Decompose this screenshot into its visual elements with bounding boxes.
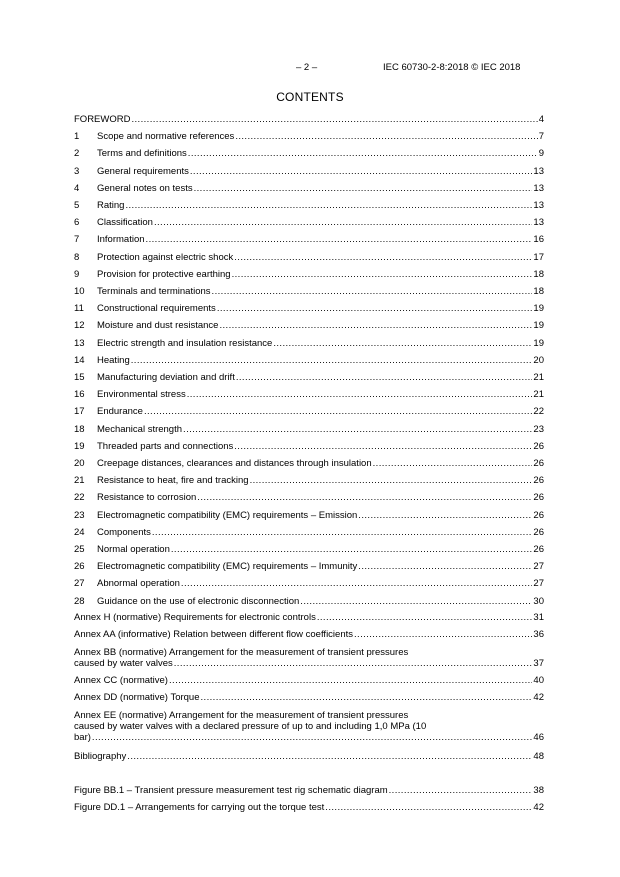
toc-entry-page: 13	[533, 182, 544, 194]
dot-leader	[190, 166, 533, 177]
toc-entry-title: Figure DD.1 – Arrangements for carrying out the torque test	[74, 802, 325, 813]
toc-entry-page: 23	[533, 423, 544, 435]
toc-entry-title: Threaded parts and connections	[97, 440, 234, 452]
toc-entry	[74, 252, 544, 263]
toc-entry	[74, 424, 544, 435]
toc-entry-page: 36	[533, 629, 544, 640]
toc-entry-title: Abnormal operation	[97, 578, 180, 590]
toc-entry-page: 48	[533, 751, 544, 762]
toc-entry-page: 38	[533, 785, 544, 796]
dot-leader	[92, 732, 533, 743]
toc-entry-title: Resistance to heat, fire and tracking	[97, 475, 249, 487]
toc-entry-page: 42	[533, 692, 544, 703]
toc-entry	[74, 692, 544, 703]
toc-entry	[74, 561, 544, 572]
toc-entry-page: 30	[533, 595, 544, 607]
dot-leader	[181, 578, 533, 589]
dot-leader	[127, 751, 532, 762]
dot-leader	[146, 234, 533, 245]
page-number: – 2 –	[296, 62, 318, 73]
dot-leader	[131, 114, 537, 125]
toc-entry-page: 4	[538, 114, 544, 125]
toc-entry	[74, 751, 544, 762]
toc-entry-title: Bibliography	[74, 751, 127, 762]
toc-entry	[74, 475, 544, 486]
dot-leader	[219, 320, 532, 331]
toc-entry-title: Annex H (normative) Requirements for electronic controls	[74, 612, 316, 623]
toc-entry-title-line: Annex EE (normative) Arrangement for the measurement of transient pressures	[74, 710, 409, 721]
toc-entry-title-line: Annex BB (normative) Arrangement for the measurement of transient pressures	[74, 647, 409, 658]
toc-annex-entry	[74, 647, 544, 669]
toc-entry	[74, 441, 544, 452]
toc-entry-page: 19	[533, 320, 544, 332]
toc-entry-number: 22	[74, 492, 85, 504]
toc-entry-page: 42	[533, 802, 544, 813]
dot-leader	[174, 658, 533, 669]
dot-leader	[273, 338, 532, 349]
toc-entry-page: 18	[533, 268, 544, 280]
toc-entry	[74, 389, 544, 400]
toc-entry-page: 40	[533, 675, 544, 686]
toc-entry	[74, 802, 544, 813]
toc-entry-title: Scope and normative references	[97, 131, 235, 143]
toc-entry-title: Moisture and dust resistance	[97, 320, 219, 332]
dot-leader	[217, 303, 533, 314]
dot-leader	[358, 561, 532, 572]
toc-entry-title: Terminals and terminations	[97, 286, 211, 297]
toc-entry-page: 13	[533, 165, 544, 177]
toc-entry-page: 46	[533, 732, 544, 743]
toc-entry-page: 26	[533, 475, 544, 487]
toc-entry	[74, 355, 544, 366]
toc-entry	[74, 544, 544, 555]
toc-entry-page: 17	[533, 251, 544, 263]
toc-entry-last-line	[74, 658, 544, 669]
toc-entry	[74, 166, 544, 177]
toc-entry-page: 26	[533, 544, 544, 555]
dot-leader	[236, 372, 533, 383]
dot-leader	[317, 612, 533, 623]
dot-leader	[389, 785, 533, 796]
toc-entry	[74, 372, 544, 383]
toc-entry-page: 20	[533, 354, 544, 366]
toc-entry-title: Classification	[97, 217, 153, 229]
toc-entry-title-line: caused by water valves	[74, 658, 173, 669]
toc-entry-title: General requirements	[97, 165, 189, 177]
toc-entry	[74, 338, 544, 349]
dot-leader	[194, 183, 533, 194]
contents-title: CONTENTS	[276, 90, 344, 104]
dot-leader	[154, 217, 532, 228]
toc-entry-page: 9	[538, 148, 544, 160]
toc-entry	[74, 303, 544, 314]
toc-entry-number: 11	[74, 303, 84, 315]
dot-leader	[171, 544, 533, 555]
toc-entry-title-line: caused by water valves with a declared pressure of up to and including 1,0 MPa (10	[74, 721, 427, 732]
toc-entry-number: 19	[74, 440, 85, 452]
toc-entry-title: FOREWORD	[74, 114, 131, 125]
toc-entry	[74, 578, 544, 589]
dot-leader	[131, 355, 533, 366]
toc-entry-number: 13	[74, 337, 85, 349]
toc-entry	[74, 200, 544, 211]
toc-entry	[74, 510, 544, 521]
toc-entry-number: 1	[74, 131, 80, 143]
toc-entry-title: Endurance	[97, 406, 143, 418]
dot-leader	[300, 596, 532, 607]
toc-entry-title-line: bar)	[74, 732, 91, 743]
toc-entry-title: Manufacturing deviation and drift	[97, 372, 235, 383]
dot-leader	[183, 424, 532, 435]
toc-entry-number: 26	[74, 561, 85, 573]
toc-entry	[74, 406, 544, 417]
toc-entry-page: 26	[533, 526, 544, 538]
toc-entry	[74, 320, 544, 331]
toc-entry-number: 25	[74, 544, 85, 555]
dot-leader	[232, 269, 533, 280]
toc-entry-title: Electromagnetic compatibility (EMC) requirements – Immunity	[97, 561, 358, 573]
toc-entry-number: 15	[74, 372, 85, 383]
toc-entry-page: 31	[533, 612, 544, 623]
toc-entry-page: 13	[533, 217, 544, 229]
toc-entry-title: Protection against electric shock	[97, 251, 234, 263]
toc-entry	[74, 612, 544, 623]
toc-entry-page: 26	[533, 458, 544, 469]
toc-entry	[74, 527, 544, 538]
toc-entry-title: Rating	[97, 200, 125, 211]
toc-entry-title: Annex DD (normative) Torque	[74, 692, 200, 703]
toc-entry-title: Guidance on the use of electronic disconnection	[97, 595, 300, 607]
toc-entry-page: 18	[533, 286, 544, 297]
toc-entry-title: Resistance to corrosion	[97, 492, 197, 504]
dot-leader	[201, 692, 533, 703]
toc-entry-number: 2	[74, 148, 80, 160]
toc-entry-title: Heating	[97, 354, 130, 366]
toc-entry	[74, 131, 544, 142]
toc-entry-page: 26	[533, 492, 544, 504]
toc-entry-number: 8	[74, 251, 80, 263]
toc-entry-page: 26	[533, 509, 544, 521]
toc-annex-entry	[74, 710, 544, 743]
toc-entry-title: Provision for protective earthing	[97, 268, 231, 280]
toc-entry	[74, 286, 544, 297]
toc-entry-number: 9	[74, 268, 80, 280]
toc-entry-page: 37	[533, 658, 544, 669]
toc-entry-number: 10	[74, 286, 85, 297]
toc-entry-number: 7	[74, 234, 80, 246]
toc-entry	[74, 596, 544, 607]
toc-entry-page: 19	[533, 303, 544, 315]
toc-entry	[74, 114, 544, 125]
toc-entry-title: Components	[97, 526, 151, 538]
dot-leader	[144, 406, 532, 417]
toc-entry-number: 21	[74, 475, 85, 487]
toc-entry	[74, 458, 544, 469]
dot-leader	[169, 675, 532, 686]
dot-leader	[188, 148, 538, 159]
dot-leader	[235, 131, 537, 142]
toc-entry-title: Electric strength and insulation resistance	[97, 337, 273, 349]
toc-entry	[74, 629, 544, 640]
toc-entry-title: Terms and definitions	[97, 148, 187, 160]
dot-leader	[152, 527, 533, 538]
dot-leader	[197, 492, 532, 503]
toc-entry-page: 19	[533, 337, 544, 349]
toc-entry-number: 24	[74, 526, 85, 538]
toc-entry	[74, 269, 544, 280]
toc-entry-number: 3	[74, 165, 80, 177]
toc-entry-title: Normal operation	[97, 544, 170, 555]
toc-entry-page: 16	[533, 234, 544, 246]
toc-entry	[74, 234, 544, 245]
dot-leader	[125, 200, 532, 211]
toc-entry-title: Electromagnetic compatibility (EMC) requirements – Emission	[97, 509, 358, 521]
toc-entry-page: 27	[533, 578, 544, 590]
toc-entry-number: 23	[74, 509, 85, 521]
dot-leader	[234, 252, 532, 263]
toc-entry-page: 27	[533, 561, 544, 573]
toc-entry-number: 6	[74, 217, 80, 229]
toc-entry-page: 22	[533, 406, 544, 418]
toc-entry-number: 18	[74, 423, 85, 435]
toc-entry	[74, 785, 544, 796]
toc-entry-page: 13	[533, 200, 544, 211]
toc-entry-title: Creepage distances, clearances and distances through insulation	[97, 458, 372, 469]
toc-entry-title: Environmental stress	[97, 389, 186, 401]
dot-leader	[354, 629, 532, 640]
toc-entry	[74, 217, 544, 228]
dot-leader	[187, 389, 533, 400]
toc-entry-title: General notes on tests	[97, 182, 193, 194]
toc-entry-title: Constructional requirements	[97, 303, 216, 315]
toc-entry-title: Annex AA (informative) Relation between different flow coefficients	[74, 629, 353, 640]
dot-leader	[373, 458, 533, 469]
toc-entry-number: 17	[74, 406, 85, 418]
toc-entry-number: 5	[74, 200, 80, 211]
dot-leader	[234, 441, 532, 452]
toc-entry-number: 20	[74, 458, 85, 469]
toc-entry-number: 4	[74, 182, 80, 194]
toc-entry-page: 21	[533, 372, 544, 383]
toc-entry-page: 7	[538, 131, 544, 143]
dot-leader	[212, 286, 533, 297]
dot-leader	[325, 802, 532, 813]
toc-entry-page: 21	[533, 389, 544, 401]
toc-entry-last-line	[74, 732, 544, 743]
toc-entry	[74, 675, 544, 686]
toc-entry-title: Figure BB.1 – Transient pressure measurement test rig schematic diagram	[74, 785, 388, 796]
toc-entry-title: Annex CC (normative)	[74, 675, 168, 686]
toc-entry-number: 12	[74, 320, 85, 332]
toc-entry-title: Mechanical strength	[97, 423, 183, 435]
toc-entry-number: 27	[74, 578, 85, 590]
toc-entry	[74, 148, 544, 159]
toc-entry-number: 28	[74, 595, 85, 607]
dot-leader	[250, 475, 533, 486]
toc-entry	[74, 183, 544, 194]
toc-entry	[74, 492, 544, 503]
document-identifier: IEC 60730-2-8:2018 © IEC 2018	[383, 62, 521, 73]
dot-leader	[358, 510, 532, 521]
toc-entry-page: 26	[533, 440, 544, 452]
toc-entry-title: Information	[97, 234, 145, 246]
toc-entry-number: 16	[74, 389, 85, 401]
toc-entry-number: 14	[74, 354, 85, 366]
